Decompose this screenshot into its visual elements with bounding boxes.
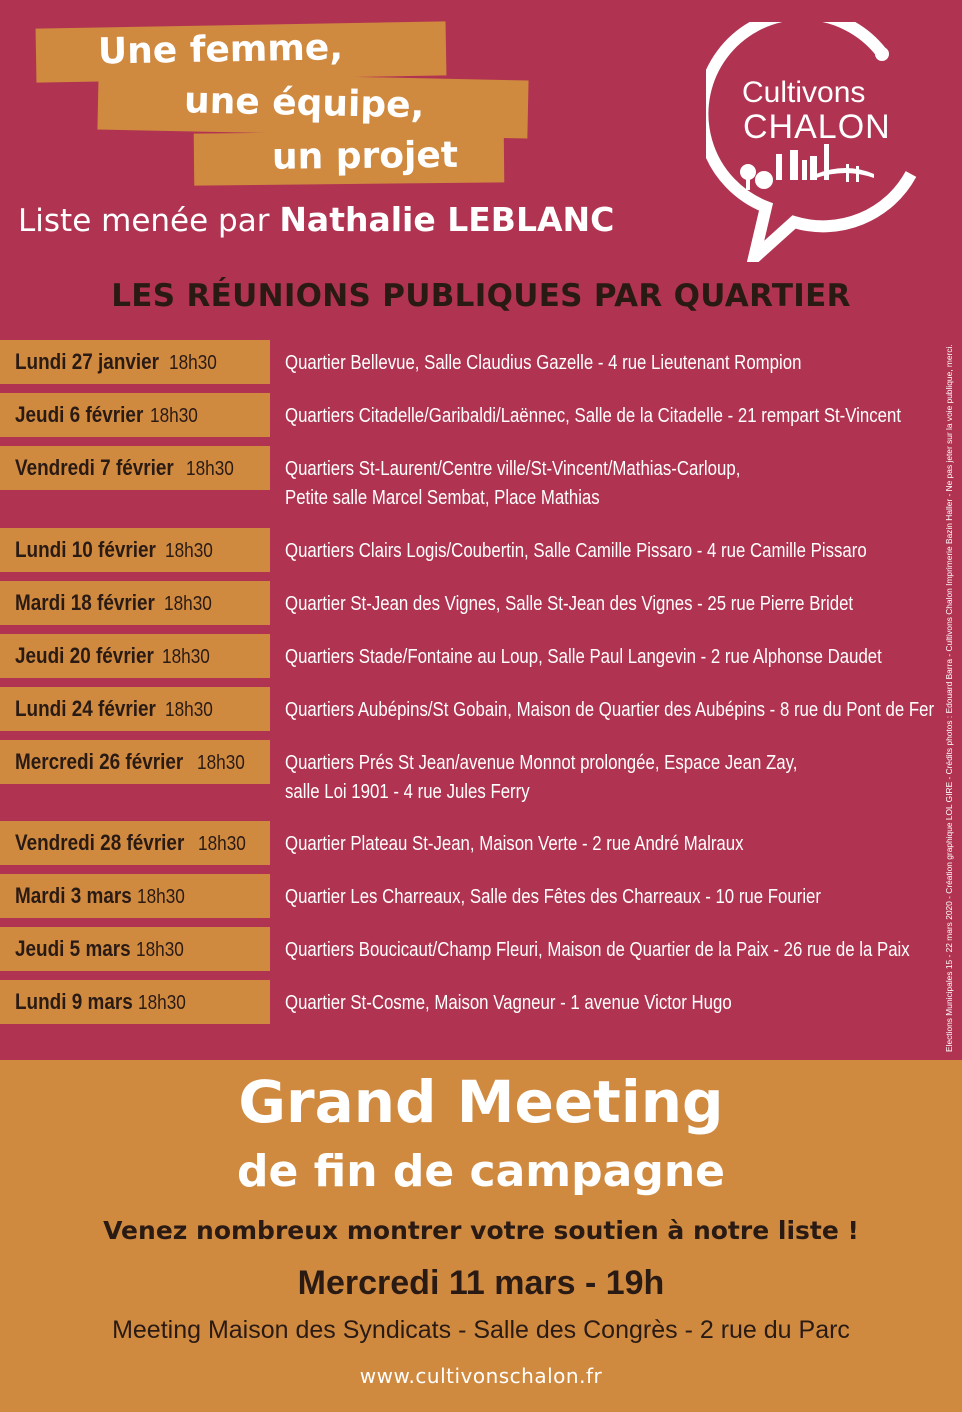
meeting-place-line1: Quartier Bellevue, Salle Claudius Gazelle - 4 rue Lieutenant Rompion [285, 352, 802, 374]
grand-meeting-title: Grand Meeting [238, 1068, 724, 1136]
side-credit: Elections Municipales 15 - 22 mars 2020 - Création graphique LOL GIRE - Crédits photos : Edouard Barra - Cultivons Chalon Imprimerie Bazin Haller - Ne pas jeter sur la voie publique, merci. [944, 344, 954, 1052]
meeting-place-line1: Quartier St-Cosme, Maison Vagneur - 1 avenue Victor Hugo [285, 992, 732, 1014]
meeting-day: Jeudi 20 février [15, 643, 154, 668]
meeting-place-line2: salle Loi 1901 - 4 rue Jules Ferry [285, 781, 530, 803]
meeting-place [285, 537, 867, 566]
meeting-time: 18h30 [197, 833, 246, 855]
meeting-time: 18h30 [163, 593, 212, 615]
meeting-date [0, 740, 270, 784]
meeting-place [285, 402, 901, 431]
meeting-date [0, 581, 270, 625]
meeting-place-line1: Quartiers Clairs Logis/Coubertin, Salle Camille Pissaro - 4 rue Camille Pissaro [285, 540, 867, 562]
meeting-place [285, 696, 934, 725]
meeting-place [285, 989, 732, 1018]
meeting-date [0, 821, 270, 865]
meeting-place-line1: Quartiers Boucicaut/Champ Fleuri, Maison de Quartier de la Paix - 26 rue de la Paix [285, 939, 910, 961]
meeting-time: 18h30 [164, 540, 213, 562]
meeting-place [285, 643, 882, 672]
meeting-place [285, 349, 801, 378]
meeting-time: 18h30 [135, 939, 184, 961]
meeting-day: Jeudi 5 mars [15, 936, 131, 961]
meeting-place [285, 749, 797, 807]
meeting-place-line1: Quartiers Stade/Fontaine au Loup, Salle Paul Langevin - 2 rue Alphonse Daudet [285, 646, 882, 668]
meeting-place [285, 936, 910, 965]
meeting-day: Vendredi 28 février [15, 830, 185, 855]
grand-meeting-subtitle: de fin de campagne [236, 1146, 726, 1197]
meeting-place-line1: Quartier St-Jean des Vignes, Salle St-Jean des Vignes - 25 rue Pierre Bridet [285, 593, 854, 615]
meeting-place [285, 455, 740, 513]
meeting-date [0, 634, 270, 678]
list-lead [18, 200, 614, 239]
meeting-date [0, 446, 270, 490]
meeting-place [285, 590, 853, 619]
meeting-date [0, 687, 270, 731]
meeting-day: Jeudi 6 février [15, 402, 144, 427]
meeting-time: 18h30 [168, 352, 217, 374]
meeting-day: Vendredi 7 février [15, 455, 174, 480]
meeting-date [0, 980, 270, 1024]
meeting-place-line1: Quartiers Aubépins/St Gobain, Maison de Quartier des Aubépins - 8 rue du Pont de Fer [285, 699, 935, 721]
meeting-day: Mercredi 26 février [15, 749, 184, 774]
meeting-place [285, 883, 821, 912]
slogan-line-2: une équipe, [97, 72, 528, 139]
list-lead-text: Liste menée par [18, 203, 270, 239]
meeting-place [285, 830, 744, 859]
meeting-date [0, 528, 270, 572]
meeting-place-line1: Quartier Les Charreaux, Salle des Fêtes des Charreaux - 10 rue Fourier [285, 886, 821, 908]
slogan-line-1: Une femme, [36, 21, 447, 82]
meeting-day: Lundi 27 janvier [15, 349, 160, 374]
website-link[interactable]: www.cultivonschalon.fr [359, 1364, 603, 1388]
meeting-date [0, 927, 270, 971]
meeting-place-line1: Quartier Plateau St-Jean, Maison Verte - 2 rue André Malraux [285, 833, 744, 855]
meeting-time: 18h30 [185, 458, 234, 480]
meeting-place-line1: Quartiers Citadelle/Garibaldi/Laënnec, Salle de la Citadelle - 21 rempart St-Vincent [285, 405, 902, 427]
meeting-place-line2: Petite salle Marcel Sembat, Place Mathias [285, 487, 600, 509]
meeting-time: 18h30 [164, 699, 213, 721]
grand-meeting-place: Meeting Maison des Syndicats - Salle des Congrès - 2 rue du Parc [112, 1316, 850, 1344]
grand-meeting-call: Venez nombreux montrer votre soutien à notre liste ! [103, 1216, 859, 1245]
meeting-time: 18h30 [150, 405, 199, 427]
meeting-time: 18h30 [137, 992, 186, 1014]
candidate-name: Nathalie LEBLANC [279, 200, 615, 239]
meeting-day: Mardi 18 février [15, 590, 155, 615]
logo-text-chalon: CHALON [743, 108, 891, 146]
meeting-time: 18h30 [196, 752, 245, 774]
logo-text-cultivons: Cultivons [742, 76, 866, 109]
section-title: LES RÉUNIONS PUBLIQUES PAR QUARTIER [111, 278, 851, 314]
slogan-line-3: un projet [194, 130, 505, 185]
meeting-date [0, 393, 270, 437]
meeting-date [0, 874, 270, 918]
meeting-day: Mardi 3 mars [15, 883, 132, 908]
grand-meeting-date: Mercredi 11 mars - 19h [297, 1264, 665, 1302]
meeting-time: 18h30 [162, 646, 211, 668]
meeting-day: Lundi 24 février [15, 696, 156, 721]
meeting-place-line1: Quartiers Prés St Jean/avenue Monnot prolongée, Espace Jean Zay, [285, 752, 798, 774]
meeting-time: 18h30 [136, 886, 185, 908]
meeting-date [0, 340, 270, 384]
meeting-day: Lundi 9 mars [15, 989, 133, 1014]
meeting-day: Lundi 10 février [15, 537, 156, 562]
meeting-place-line1: Quartiers St-Laurent/Centre ville/St-Vincent/Mathias-Carloup, [285, 458, 741, 480]
